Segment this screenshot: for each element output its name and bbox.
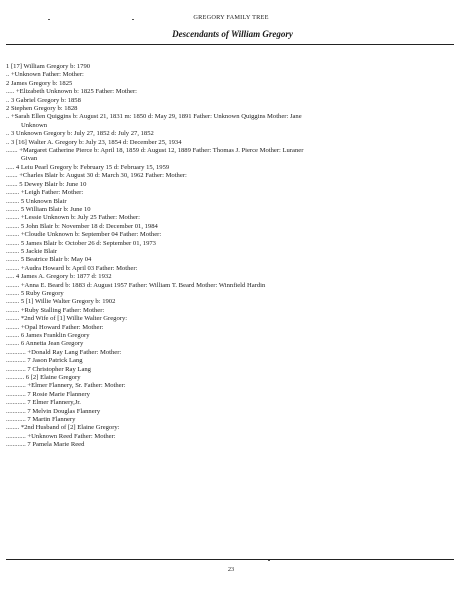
entry-line: ..... +Elizabeth Unknown b: 1825 Father: Mother: — [6, 88, 137, 96]
entry-line: ........... 6 [2] Elaine Gregory — [6, 374, 81, 382]
entry-line: ........ +Ruby Stalling Father: Mother: — [6, 306, 105, 314]
entry-line: ............ 7 Melvin Douglas Flannery — [6, 407, 101, 415]
entry-line: ........ 5 Ruby Gregory — [6, 289, 64, 297]
entry-line: ............ 7 Christopher Ray Lang — [6, 365, 91, 373]
entry-line: .. 3 Gabriel Gregory b: 1858 — [6, 96, 81, 104]
entry-line: 2 Stephen Gregory b: 1828 — [6, 105, 78, 113]
entry-line: ........ 5 John Blair b: November 18 d: December 01, 1984 — [6, 222, 158, 230]
entry-line: ........ +Anna E. Beard b: 1883 d: August 1957 Father: William T. Beard Mother: Winnfield Hardin — [6, 281, 266, 289]
scan-speck — [48, 19, 50, 20]
entry-line: ........ +Cloudie Unknown b: September 04 Father: Mother: — [6, 231, 162, 239]
entry-line: .. 3 Unknown Gregory b: July 27, 1852 d: July 27, 1852 — [6, 130, 154, 138]
entry-line: ............ 7 Elmer Flannery,Jr. — [6, 399, 81, 407]
entry-line: .. +Unknown Father: Mother: — [6, 71, 84, 79]
entry-line: ............ +Elmer Flannery, Sr. Father: Mother: — [6, 382, 126, 390]
entry-line: ....... +Charles Blair b: August 30 d: March 30, 1962 Father: Mother: — [6, 172, 187, 180]
entry-line: ........ +Opal Howard Father: Mother: — [6, 323, 104, 331]
page-header: GREGORY FAMILY TREE — [193, 14, 269, 21]
entry-line: ........ *2nd Wife of [1] Willie Walter Gregory: — [6, 315, 128, 323]
scan-speck — [132, 19, 134, 20]
entry-line: ........ 5 William Blair b: June 10 — [6, 205, 91, 213]
entry-line: ..... 4 Leiu Pearl Gregory b: February 15 d: February 15, 1959 — [6, 163, 170, 171]
document-title: Descendants of William Gregory — [172, 29, 293, 39]
footer-rule — [6, 559, 454, 560]
scan-speck — [268, 560, 270, 561]
entry-line: ..... 4 James A. Gregory b: 1877 d: 1932 — [6, 273, 112, 281]
entry-line: 2 James Gregory b: 1825 — [6, 79, 73, 87]
entry-line: .. 3 [16] Walter A. Gregory b: July 23, 1854 d: December 25, 1934 — [6, 138, 182, 146]
entry-line: ............ 7 Rosie Marie Flannery — [6, 390, 90, 398]
entry-line-continuation: Givan — [21, 155, 38, 163]
entry-line: ....... +Margaret Catherine Pierce b: April 18, 1859 d: August 12, 1889 Father: Thomas J. Pierce Mother: Luraner — [6, 147, 304, 155]
entry-line: .. +Sarah Ellen Quiggins b: August 21, 1831 m: 1850 d: May 29, 1891 Father: Unknown Quiggins Mother: Jane — [6, 113, 302, 121]
entry-line: ............ 7 Jason Patrick Lang — [6, 357, 83, 365]
entry-line: 1 [17] William Gregory b: 1790 — [6, 63, 91, 70]
entry-line: ........ 6 James Franklin Gregory — [6, 332, 90, 339]
title-underline — [6, 44, 454, 45]
entry-line: ........ +Audra Howard b: April 03 Father: Mother: — [6, 264, 138, 272]
entry-line: ........ 5 Jackie Blair — [6, 247, 58, 255]
entry-line: ............ +Donald Ray Lang Father: Mother: — [6, 348, 122, 356]
page-number: 23 — [227, 566, 235, 573]
entry-line: ........ *2nd Husband of [2] Elaine Gregory: — [6, 424, 120, 432]
entry-line: ............ 7 Martin Flannery — [6, 416, 76, 424]
entry-line: ........ 5 Unknown Blair — [6, 197, 67, 205]
entry-line-continuation: Unknown — [21, 121, 48, 129]
entry-line: ........ 5 James Blair b: October 26 d: September 01, 1973 — [6, 239, 156, 247]
entry-line: ........ +Lessie Unknown b: July 25 Father: Mother: — [6, 214, 140, 222]
entry-line: ........ 5 Beatrice Blair b: May 04 — [6, 256, 92, 264]
entry-line: ............ 7 Pamela Marie Reed — [6, 441, 85, 449]
entry-line: ........ 5 [1] Willie Walter Gregory b: 1902 — [6, 298, 116, 306]
entry-line: ........ 6 Annetta Jean Gregory — [6, 340, 84, 348]
entry-line: ....... 5 Dewey Blair b: June 10 — [6, 180, 87, 188]
entry-line: ............ +Unknown Reed Father: Mother: — [6, 432, 116, 440]
entry-line: ........ +Leigh Father: Mother: — [6, 189, 84, 197]
descendant-list — [6, 63, 454, 450]
